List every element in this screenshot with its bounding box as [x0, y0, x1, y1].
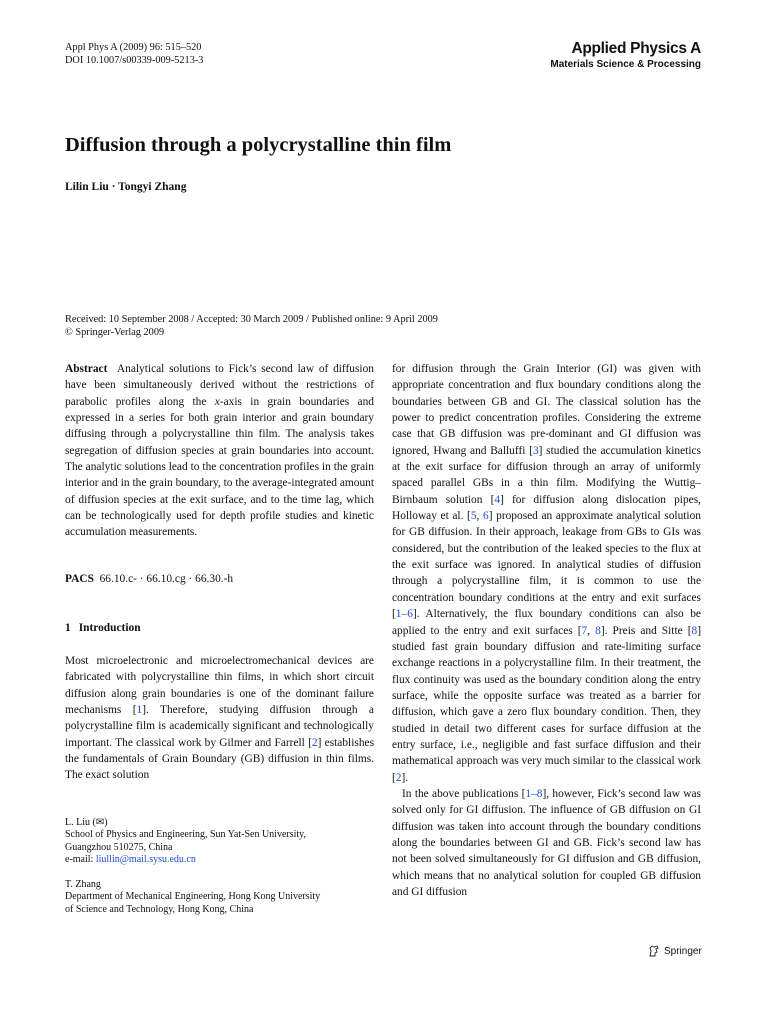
paragraph — [392, 786, 701, 900]
citation-link[interactable]: 4 — [494, 493, 501, 506]
body-text: ]. Alternatively, the flux boundary conditions can also be applied to the entry and exit surfaces [ — [392, 608, 701, 637]
body-text: ]. Preis and Sitte [ — [600, 624, 692, 637]
section-number: 1 — [65, 622, 71, 634]
journal-brand-subtitle: Materials Science & Processing — [550, 59, 701, 70]
citation-link[interactable]: 2 — [395, 771, 402, 784]
section-title: Introduction — [78, 622, 141, 634]
copyright-line: © Springer-Verlag 2009 — [65, 326, 165, 338]
abstract-text-1: Analytical solutions to Fick’s second law of diffusion have been simultaneously derived without the restrictions of parabolic profiles along the — [65, 363, 374, 408]
springer-horse-icon — [648, 945, 660, 957]
affiliation-line: Guangzhou 510275, China — [65, 841, 173, 853]
email-label: e-mail: — [65, 854, 96, 866]
author-name: T. Zhang — [65, 879, 101, 890]
journal-ref: Appl Phys A (2009) 96: 515–520 — [65, 42, 202, 53]
author-name: L. Liu (✉) — [65, 817, 108, 828]
citation-link[interactable]: 3 — [532, 444, 539, 457]
pacs-line — [65, 573, 233, 585]
article-title: Diffusion through a polycrystalline thin film — [65, 134, 452, 156]
journal-citation — [65, 41, 203, 67]
affiliation-line: School of Physics and Engineering, Sun Yat-Sen University, — [65, 829, 307, 841]
received-accepted-published: Received: 10 September 2008 / Accepted: 30 March 2009 / Published online: 9 April 2009 — [65, 314, 438, 325]
body-text: ] studied fast grain boundary diffusion and rate-limiting surface exchange reactions in a polycrystalline film. In their treatment, the flux continuity was used as the boundary condition along the entry surface, while the opposite surface was treated as a barrier for diffusion, which gave a zero flux boundary condition. Then, they studied in detail two different cases for surface diffusion at the entry surface, i.e., negligible and fast surface diffusion and their mathematical approach was very much similar to the classical work [ — [392, 624, 702, 784]
right-column-text — [392, 361, 701, 900]
intro-text-2: ]. Therefore, studying diffusion through a polycrystalline film is academically significant and technologically important. The classical work by Gilmer and Farrell [ — [65, 704, 374, 749]
email-link[interactable]: liullin@mail.sysu.edu.cn — [95, 854, 196, 866]
intro-text-1: Most microelectronic and microelectromechanical devices are fabricated with polycrystalline thin films, in which short circuit diffusion along grain boundaries is one of the dominant failure mechanisms [ — [65, 655, 374, 717]
intro-text-3: ] establishes the fundamentals of Grain Boundary (GB) diffusion in thin films. The exact solution — [65, 736, 375, 782]
journal-brand — [514, 40, 701, 71]
body-text: ]. — [401, 771, 409, 784]
citation-link[interactable]: 6 — [483, 510, 489, 523]
affiliation-line: Department of Mechanical Engineering, Hong Kong University — [65, 891, 321, 903]
citation-link[interactable]: 5 — [470, 510, 477, 523]
publisher-name: Springer — [664, 945, 702, 957]
citation-link[interactable]: 1–6 — [395, 608, 413, 621]
doi-text: DOI 10.1007/s00339-009-5213-3 — [65, 55, 204, 66]
publisher-footer — [648, 945, 702, 957]
pacs-codes: 66.10.c- · 66.10.cg · 66.30.-h — [99, 573, 234, 585]
affiliation-zhang — [65, 879, 375, 916]
abstract — [65, 361, 374, 541]
abstract-label: Abstract — [65, 363, 108, 375]
publication-history — [65, 314, 438, 340]
citation-link[interactable]: 7 — [581, 624, 588, 637]
abstract-text-2: -axis in grain boundaries and expressed in a series for both grain interior and grain boundary diffusing through a polycrystalline thin film. The analysis takes segregation of diffusion species at grain boundaries into account. The analytic solutions lead to the concentration profiles in the grain interior and in the grain boundary, to the average-integrated amount of diffusion species at the exit surface, and to the time lag, which can be technologically used for depth profile studies and kinetic accumulation measurements. — [65, 395, 374, 539]
body-text: for diffusion through the Grain Interior (GI) was given with appropriate concentration and flux boundary conditions along the boundaries between GB and GI. The classical solution has the power to predict concentration profiles. Considering the extreme case that GB diffusion was pre-dominant and GI diffusion was ignored, Hwang and Balluffi [ — [392, 363, 701, 457]
paragraph — [392, 361, 701, 786]
citation-link[interactable]: 8 — [595, 624, 601, 637]
body-text: In the above publications [ — [402, 787, 526, 800]
citation-link[interactable]: 8 — [691, 624, 698, 637]
citation-link[interactable]: 1–8 — [525, 787, 543, 800]
body-text: , — [476, 510, 484, 523]
author-list: Lilin Liu · Tongyi Zhang — [65, 181, 187, 193]
citation-link[interactable]: 1 — [136, 704, 143, 717]
citation-link[interactable]: 2 — [311, 736, 318, 749]
section-heading — [65, 622, 141, 634]
journal-brand-name: Applied Physics A — [571, 40, 701, 57]
body-text: ], however, Fick’s second law was solved only for GI diffusion. The influence of GB diffusion on GI diffusion was taken into account through the boundary conditions along the boundaries between GI and GB. Fick’s second law has not been solved simultaneously for GI diffusion and GB diffusion, which means that no analytical solution for coupled GB diffusion and GI diffusion — [392, 787, 701, 898]
body-text: ] for diffusion along dislocation pipes, Holloway et al. [ — [392, 493, 701, 523]
abstract-variable: x — [214, 395, 220, 408]
intro-paragraph — [65, 653, 374, 784]
affiliation-line: of Science and Technology, Hong Kong, China — [65, 903, 254, 915]
affiliation-liu — [65, 817, 375, 867]
body-text: , — [587, 624, 596, 637]
body-text: ] proposed an approximate analytical solution for GB diffusion. In their approach, leakage from GBs to GIs was considered, but the contribution of the leaked species to the flux at the exit surface was ignored. In analytical studies of diffusion through a polycrystalline film, it is common to use the concentration boundary conditions at the entry and exit surfaces [ — [392, 510, 701, 621]
pacs-label: PACS — [65, 573, 94, 585]
body-text: ] studied the accumulation kinetics at the exit surface for diffusion through an array of uniformly spaced parallel GBs in a thin film. Modifying the Wuttig–Birnbaum solution [ — [392, 444, 701, 506]
